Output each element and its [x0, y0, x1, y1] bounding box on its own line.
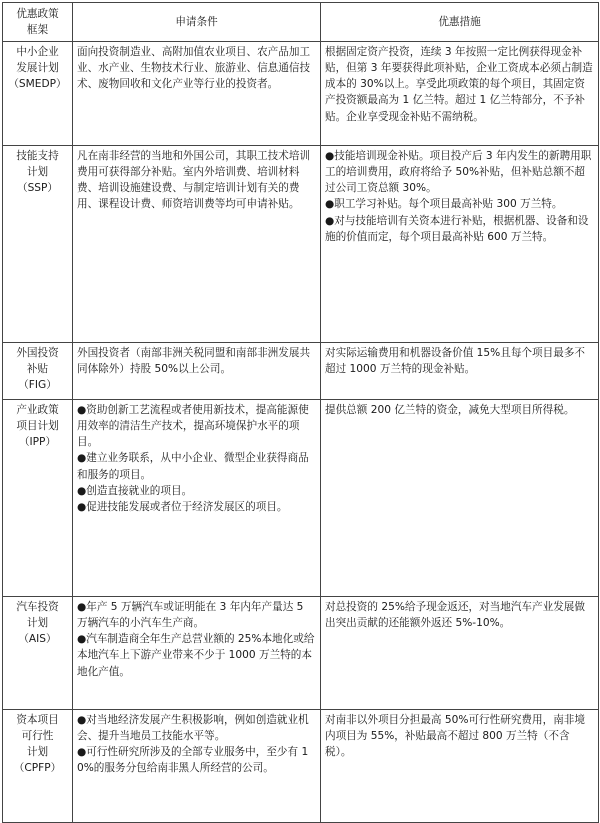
measure-item: 对实际运输费用和机器设备价值 15%且每个项目最多不超过 1000 万兰特的现金补贴。: [325, 347, 585, 376]
condition-item: ●促进技能发展或者位于经济发展区的项目。: [77, 500, 288, 513]
measure-item: ●职工学习补贴。每个项目最高补贴 300 万兰特。: [325, 198, 563, 211]
table-row-cpfp: [3, 710, 599, 823]
framework-name: 中小企业 发展计划 （SMEDP）: [3, 42, 73, 146]
measure-item: ●对与技能培训有关资本进行补贴，根据机器、设备和设施的价值而定，每个项目最高补贴 600 万兰特。: [325, 214, 589, 243]
table-row-smedp: [3, 42, 599, 146]
measure-item: ●技能培训现金补贴。项目投产后 3 年内发生的新聘用职工的培训费用，政府将给予 50%补贴，但补贴总额不超过公司工资总额 30%。: [325, 150, 592, 195]
table-row-ipp: [3, 400, 599, 597]
measure-item: 对南非以外项目分担最高 50%可行性研究费用，南非境内项目为 55%，补贴最高不超过 800 万兰特（不含税）。: [325, 714, 585, 759]
header-row: [3, 3, 599, 42]
header-measures: 优惠措施: [321, 3, 599, 42]
condition-item: ●对当地经济发展产生积极影响，例如创造就业机会、提升当地员工技能水平等。: [77, 714, 309, 743]
measures-cell: [321, 146, 599, 343]
condition-item: 凡在南非经营的当地和外国公司，其职工技术培训费用可获得部分补贴。室内外培训费、培训材料费、培训设施建设费、与制定培训计划有关的费用、课程设计费、师资培训费等均可申请补贴。: [77, 150, 311, 211]
framework-name: 外国投资 补贴 （FIG）: [3, 343, 73, 400]
header-conditions: 申请条件: [73, 3, 321, 42]
header-framework-line2: 框架: [26, 24, 49, 37]
framework-name: 资本项目 可行性 计划 （CPFP）: [3, 710, 73, 823]
measure-item: 提供总额 200 亿兰特的资金，减免大型项目所得税。: [325, 404, 575, 417]
conditions-cell: [73, 710, 321, 823]
condition-item: ●资助创新工艺流程或者使用新技术，提高能源使用效率的清洁生产技术，提高环境保护水平的项目。: [77, 404, 309, 449]
conditions-cell: [73, 42, 321, 146]
conditions-cell: [73, 343, 321, 400]
measure-item: 根据固定资产投资，连续 3 年按照一定比例获得现金补贴，但第 3 年要获得此项补贴，企业工资成本必须占制造成本的 30%以上。享受此项政策的每个项目，其固定资产投资额最高为 1 亿兰特。超过 1 亿兰特部分，不予补贴。企业享受现金补贴不需纳税。: [325, 46, 593, 123]
measures-cell: [321, 343, 599, 400]
table-row-ssp: [3, 146, 599, 343]
conditions-cell: [73, 146, 321, 343]
measure-item: 对总投资的 25%给予现金返还，对当地汽车产业发展做出突出贡献的还能额外返还 5%-10%。: [325, 601, 585, 630]
framework-name: 产业政策 项目计划 （IPP）: [3, 400, 73, 597]
table-row-ais: [3, 597, 599, 710]
policy-table: [2, 2, 599, 823]
measures-cell: [321, 597, 599, 710]
condition-item: 外国投资者（南部非洲关税同盟和南部非洲发展共同体除外）持股 50%以上公司。: [77, 347, 311, 376]
measures-cell: [321, 400, 599, 597]
condition-item: ●年产 5 万辆汽车或证明能在 3 年内年产量达 5 万辆汽车的小汽车生产商。: [77, 601, 304, 630]
conditions-cell: [73, 400, 321, 597]
header-framework-line1: 优惠政策: [16, 8, 59, 20]
condition-item: ●创造直接就业的项目。: [77, 484, 193, 497]
framework-name: 技能支持 计划 （SSP）: [3, 146, 73, 343]
condition-item: ●汽车制造商全年生产总营业额的 25%本地化或给本地汽车上下游产业带来不少于 1000 万兰特的本地化产值。: [77, 633, 315, 678]
measures-cell: [321, 710, 599, 823]
condition-item: ●建立业务联系，从中小企业、微型企业获得商品和服务的项目。: [77, 452, 309, 481]
header-framework: [3, 3, 73, 42]
condition-item: ●可行性研究所涉及的全部专业服务中，至少有 10%的服务分包给南非黑人所经营的公司。: [77, 746, 309, 775]
measures-cell: [321, 42, 599, 146]
framework-name: 汽车投资 计划 （AIS）: [3, 597, 73, 710]
conditions-cell: [73, 597, 321, 710]
table-row-fig: [3, 343, 599, 400]
condition-item: 面向投资制造业、高附加值农业项目、农产品加工业、水产业、生物技术行业、旅游业、信息通信技术、废物回收和文化产业等行业的投资者。: [77, 46, 311, 91]
